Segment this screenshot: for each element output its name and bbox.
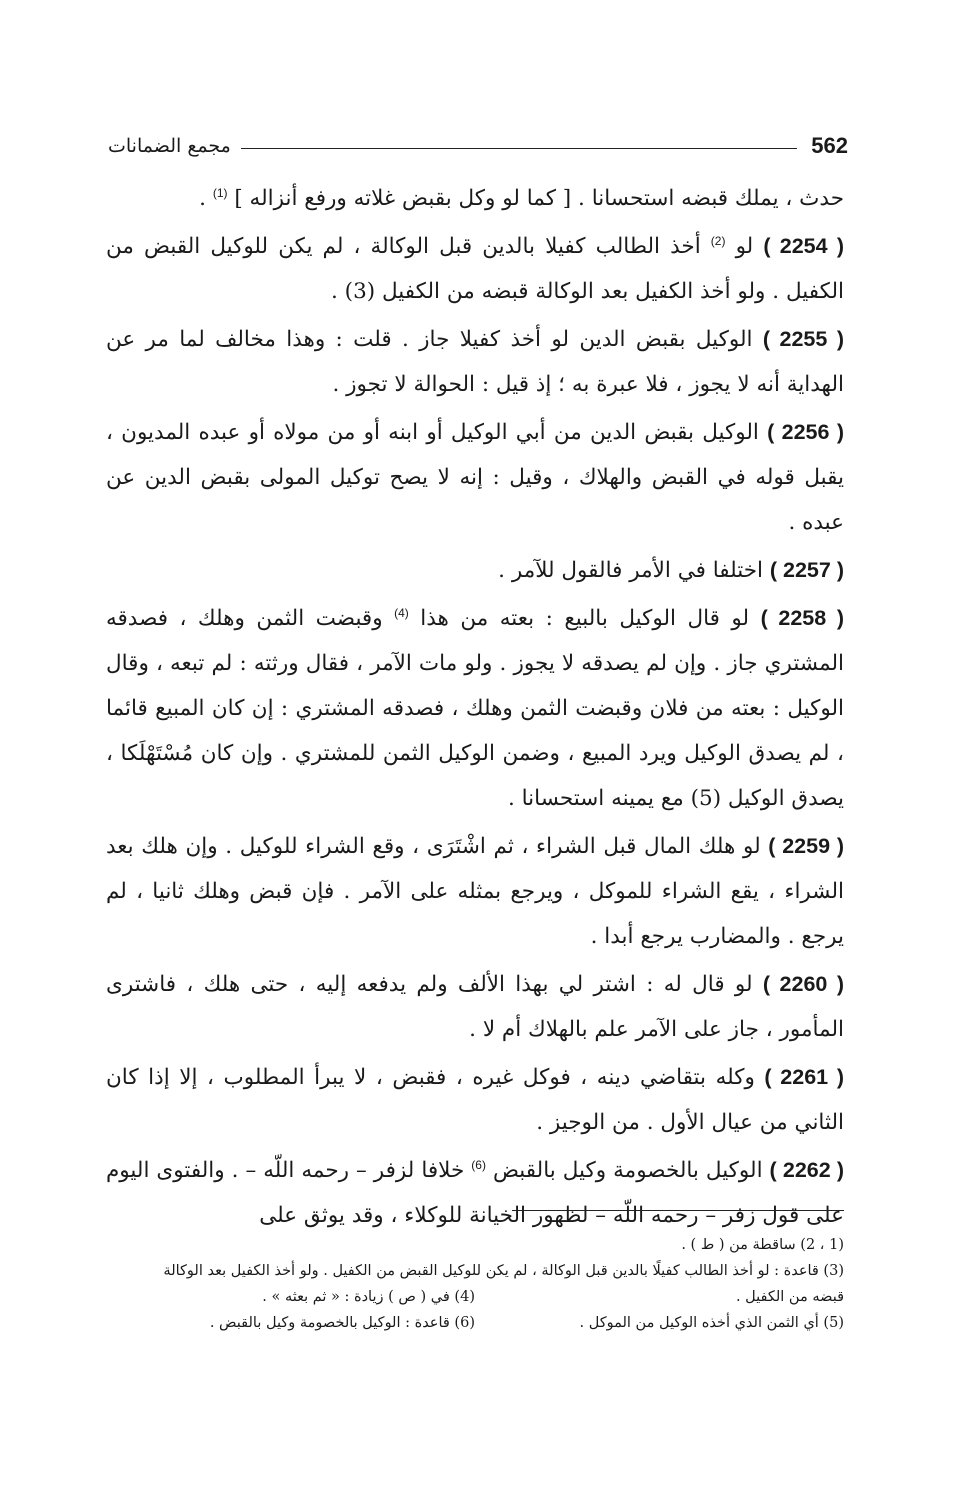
paragraph-text: لو <box>725 234 764 259</box>
running-header <box>108 128 848 164</box>
paragraph-text: اختلفا في الأمر فالقول للآمر . <box>498 558 770 583</box>
footnote-ref: (6) <box>471 1157 486 1172</box>
paragraph-text: أخذ الطالب كفيلا بالدين قبل الوكالة ، لم يكن للوكيل القبض من الكفيل . ولو أخذ الكفيل بعد الوكالة قبضه من الكفيل (3) . <box>106 234 844 304</box>
paragraph <box>106 1055 844 1145</box>
footnote: (6) قاعدة : الوكيل بالخصومة وكيل بالقبض . <box>209 1315 475 1331</box>
paragraph <box>106 410 844 545</box>
entry-number: ( 2256 ) <box>767 420 844 444</box>
entry-number: ( 2260 ) <box>762 972 844 996</box>
paragraph <box>106 596 844 821</box>
paragraph-text: الوكيل بقبض الدين لو أخذ كفيلا جاز . قلت : وهذا مخالف لما مر عن الهداية أنه لا يجوز ، فلا عبرة به ؛ إذ قيل : الحوالة لا تجوز . <box>106 327 844 397</box>
footnote-rule <box>512 1210 844 1211</box>
paragraph <box>106 962 844 1052</box>
footnote: قبضه من الكفيل . <box>735 1289 844 1305</box>
footnote-row <box>106 1284 844 1310</box>
footnote-ref: (2) <box>710 233 726 248</box>
entry-number: ( 2255 ) <box>762 327 844 351</box>
footnote: (3) قاعدة : لو أخذ الطالب كفيلًا بالدين قبل الوكالة ، لم يكن للوكيل القبض من الكفيل . ولو أخذ الكفيل بعد الوكالة <box>163 1263 844 1279</box>
footnote-ref: (4) <box>394 605 409 620</box>
page-number: 562 <box>811 133 848 158</box>
book-title: مجمع الضمانات <box>108 135 231 157</box>
paragraph-text: وقبضت الثمن وهلك ، فصدقه المشتري جاز . وإن لم يصدقه لا يجوز . ولو مات الآمر ، فقال ورثته : لم تبعه ، وقال الوكيل : بعته من فلان وقبضت الثمن وهلك ، فصدقه المشتري : إن كان المبيع قائما ، لم يصدق الوكيل ويرد المبيع ، وضمن الوكيل الثمن للمشتري . وإن كان مُسْتَهْلَكا ، يصدق الوكيل (5) مع يمينه استحسانا . <box>106 606 844 811</box>
paragraph-text: لو قال له : اشتر لي بهذا الألف ولم يدفعه إليه ، حتى هلك ، فاشترى المأمور ، جاز على الآمر علم بالهلاك أم لا . <box>106 972 844 1042</box>
entry-number: ( 2257 ) <box>769 558 844 582</box>
paragraph-text: خلافا لزفر – رحمه اللّه – . والفتوى اليوم على قول زفر – رحمه اللّه – لظهور الخيانة للوكلاء ، وقد يوثق على <box>106 1158 844 1228</box>
main-text <box>106 176 844 1241</box>
footnote-ref: (1) <box>212 185 228 200</box>
paragraph <box>106 317 844 407</box>
entry-number: ( 2254 ) <box>763 234 844 258</box>
paragraph-text: لو هلك المال قبل الشراء ، ثم اشْتَرَى ، وقع الشراء للوكيل . وإن هلك بعد الشراء ، يقع الشراء للموكل ، ويرجع بمثله على الآمر . فإن قبض وهلك ثانيا ، لم يرجع . والمضارب يرجع أبدا . <box>106 834 844 949</box>
paragraph <box>106 224 844 314</box>
entry-number: ( 2262 ) <box>769 1158 845 1182</box>
entry-number: ( 2261 ) <box>764 1065 845 1089</box>
paragraph <box>106 176 844 221</box>
paragraph-text: الوكيل بالخصومة وكيل بالقبض <box>485 1158 770 1183</box>
footnote: (4) في ( ص ) زيادة : « ثم بعثه » . <box>262 1289 475 1305</box>
paragraph-text: لو قال الوكيل بالبيع : بعته من هذا <box>408 606 761 631</box>
paragraph <box>106 824 844 959</box>
header-rule <box>241 148 797 149</box>
paragraph-text: حدث ، يملك قبضه استحسانا . [ كما لو وكل بقبض غلاته ورفع أنزاله ] <box>227 186 844 211</box>
entry-number: ( 2259 ) <box>768 834 844 858</box>
entry-number: ( 2258 ) <box>760 606 844 630</box>
footnote-row <box>106 1310 844 1336</box>
paragraph-text: وكله بتقاضي دينه ، فوكل غيره ، فقبض ، لا يبرأ المطلوب ، إلا إذا كان الثاني من عيال الأول . من الوجيز . <box>106 1065 844 1135</box>
paragraph-text: الوكيل بقبض الدين من أبي الوكيل أو ابنه أو من مولاه أو عبده المديون ، يقبل قوله في القبض والهلاك ، وقيل : إنه لا يصح توكيل المولى بقبض الدين عن عبده . <box>106 420 844 535</box>
footnote: (1 ، 2) ساقطة من ( ط ) . <box>681 1237 844 1253</box>
footnotes <box>106 1232 844 1336</box>
footnote: (5) أي الثمن الذي أخذه الوكيل من الموكل . <box>579 1315 844 1331</box>
paragraph <box>106 548 844 593</box>
paragraph-text: . <box>199 186 213 211</box>
paragraph <box>106 1148 844 1238</box>
